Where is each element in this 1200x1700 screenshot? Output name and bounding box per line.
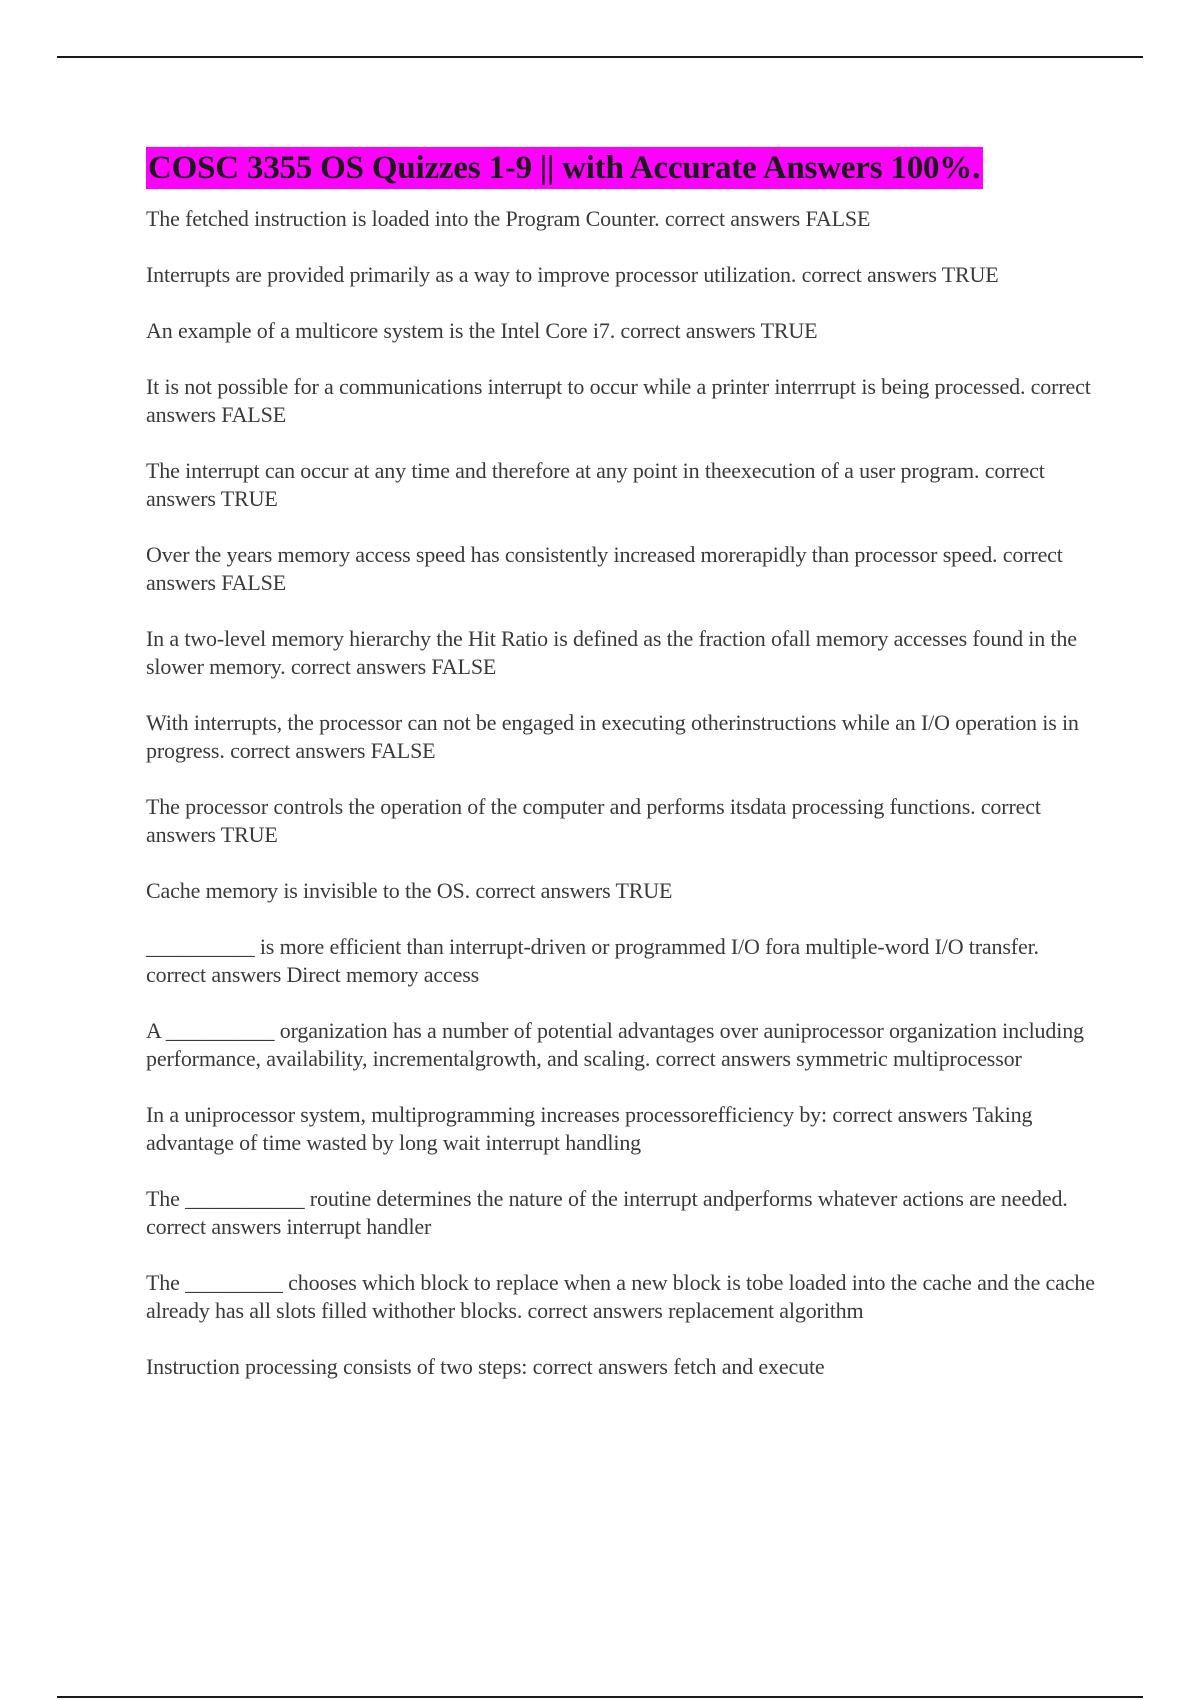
qa-item-7 bbox=[146, 625, 1096, 681]
qa-item-2 bbox=[146, 261, 1096, 289]
answer-prefix: correct answers bbox=[527, 1298, 663, 1323]
top-rule bbox=[57, 56, 1143, 58]
question-text: It is not possible for a communications interrupt to occur while a printer interrrupt is being processed. bbox=[146, 374, 1026, 399]
answer-prefix: correct answers bbox=[832, 1102, 968, 1127]
answer-prefix: correct answers bbox=[146, 458, 1045, 511]
answer-text: FALSE bbox=[370, 738, 436, 763]
answer-prefix: correct answers bbox=[230, 738, 366, 763]
qa-list bbox=[146, 205, 1096, 1381]
question-text: __________ is more efficient than interrupt-driven or programmed I/O fora multiple-word I/O transfer. bbox=[146, 934, 1039, 959]
question-text: An example of a multicore system is the Intel Core i7. bbox=[146, 318, 616, 343]
qa-item-10 bbox=[146, 877, 1096, 905]
question-text: The ___________ routine determines the nature of the interrupt andperforms whatever actions are needed. bbox=[146, 1186, 1068, 1211]
answer-text: TRUE bbox=[220, 486, 278, 511]
document-body bbox=[146, 147, 1096, 1409]
qa-item-12 bbox=[146, 1017, 1096, 1073]
qa-item-9 bbox=[146, 793, 1096, 849]
answer-text: TRUE bbox=[220, 822, 278, 847]
answer-text: FALSE bbox=[221, 402, 287, 427]
qa-item-11 bbox=[146, 933, 1096, 989]
answer-text: replacement algorithm bbox=[668, 1298, 864, 1323]
answer-prefix: correct answers bbox=[146, 542, 1063, 595]
question-text: Cache memory is invisible to the OS. bbox=[146, 878, 470, 903]
answer-text: FALSE bbox=[431, 654, 497, 679]
answer-text: TRUE bbox=[941, 262, 999, 287]
question-text: The fetched instruction is loaded into the Program Counter. bbox=[146, 206, 660, 231]
answer-text: TRUE bbox=[615, 878, 673, 903]
qa-item-15 bbox=[146, 1269, 1096, 1325]
question-text: The interrupt can occur at any time and therefore at any point in theexecution of a user program. bbox=[146, 458, 980, 483]
answer-prefix: correct answers bbox=[664, 206, 801, 231]
question-text: A __________ organization has a number of potential advantages over auniprocessor organization including performance, availability, incrementalgrowth, and scaling. bbox=[146, 1018, 1084, 1071]
bottom-rule bbox=[57, 1696, 1143, 1698]
question-text: Interrupts are provided primarily as a way to improve processor utilization. bbox=[146, 262, 797, 287]
qa-item-14 bbox=[146, 1185, 1096, 1241]
answer-text: FALSE bbox=[805, 206, 871, 231]
answer-prefix: correct answers bbox=[475, 878, 611, 903]
answer-prefix: correct answers bbox=[532, 1354, 668, 1379]
question-text: With interrupts, the processor can not be engaged in executing otherinstructions while an I/O operation is in progress. bbox=[146, 710, 1079, 763]
document-title: COSC 3355 OS Quizzes 1-9 || with Accurate Answers 100%. bbox=[146, 147, 983, 189]
question-text: In a two-level memory hierarchy the Hit Ratio is defined as the fraction ofall memory accesses found in the slower memory. bbox=[146, 626, 1077, 679]
answer-prefix: correct answers bbox=[146, 1214, 282, 1239]
question-text: In a uniprocessor system, multiprogramming increases processorefficiency by: bbox=[146, 1102, 827, 1127]
qa-item-16 bbox=[146, 1353, 1096, 1381]
qa-item-4 bbox=[146, 373, 1096, 429]
answer-prefix: correct answers bbox=[801, 262, 937, 287]
answer-prefix: correct answers bbox=[146, 962, 282, 987]
answer-prefix: correct answers bbox=[146, 374, 1091, 427]
answer-prefix: correct answers bbox=[146, 794, 1041, 847]
question-text: Instruction processing consists of two steps: bbox=[146, 1354, 528, 1379]
qa-item-3 bbox=[146, 317, 1096, 345]
answer-text: symmetric multiprocessor bbox=[796, 1046, 1022, 1071]
answer-text: fetch and execute bbox=[673, 1354, 825, 1379]
question-text: The _________ chooses which block to replace when a new block is tobe loaded into the cache and the cache already has all slots filled withother blocks. bbox=[146, 1270, 1095, 1323]
qa-item-5 bbox=[146, 457, 1096, 513]
answer-prefix: correct answers bbox=[620, 318, 756, 343]
qa-item-1 bbox=[146, 205, 1096, 233]
qa-item-8 bbox=[146, 709, 1096, 765]
qa-item-13 bbox=[146, 1101, 1096, 1157]
answer-prefix: correct answers bbox=[655, 1046, 791, 1071]
answer-prefix: correct answers bbox=[290, 654, 426, 679]
answer-text: Direct memory access bbox=[286, 962, 480, 987]
answer-text: TRUE bbox=[760, 318, 818, 343]
answer-text: interrupt handler bbox=[286, 1214, 432, 1239]
qa-item-6 bbox=[146, 541, 1096, 597]
answer-text: FALSE bbox=[221, 570, 287, 595]
answer-text: Taking advantage of time wasted by long wait interrupt handling bbox=[146, 1102, 1033, 1155]
question-text: Over the years memory access speed has consistently increased morerapidly than processor speed. bbox=[146, 542, 998, 567]
question-text: The processor controls the operation of the computer and performs itsdata processing functions. bbox=[146, 794, 976, 819]
